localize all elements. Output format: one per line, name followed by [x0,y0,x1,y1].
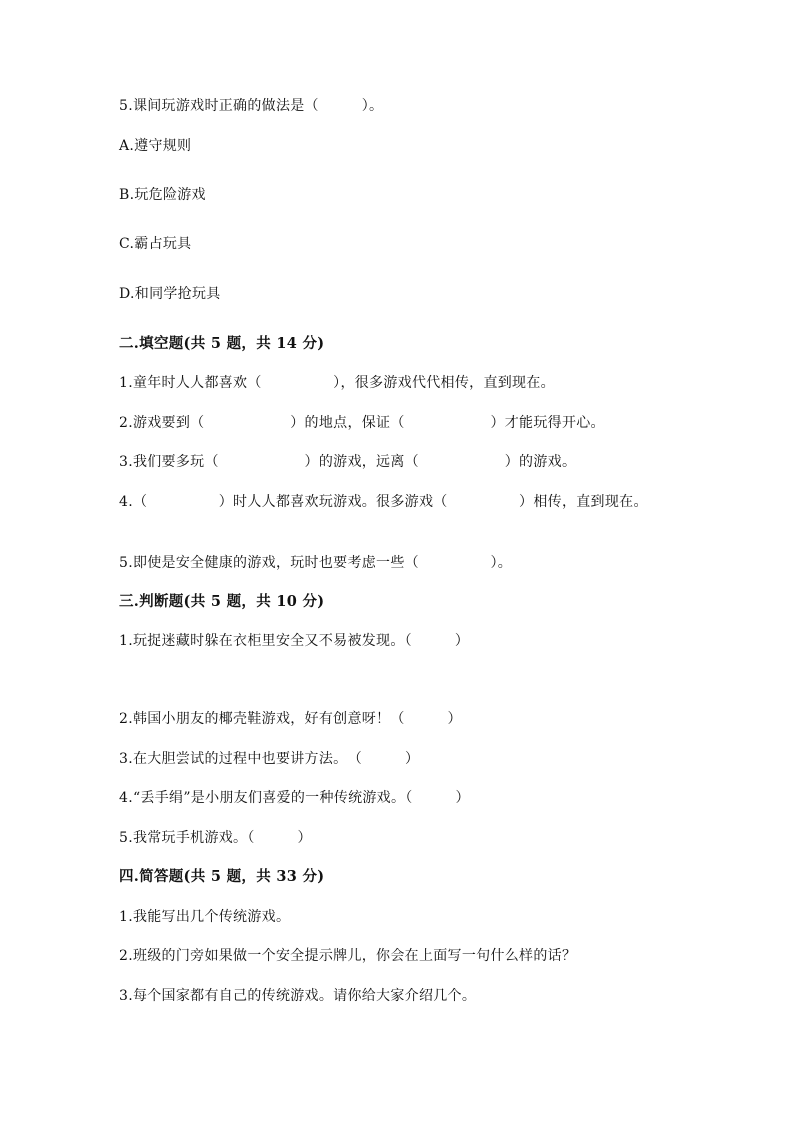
judge-question-3: 3.在大胆尝试的过程中也要讲方法。 （ ） [119,751,420,767]
option-c: C.霸占玩具 [119,236,192,252]
fill-question-2: 2.游戏要到（ ）的地点，保证（ ）才能玩得开心。 [119,415,605,431]
fill-question-5: 5.即使是安全健康的游戏，玩时也要考虑一些（ ）。 [119,555,513,571]
fill-question-3: 3.我们要多玩（ ）的游戏，远离（ ）的游戏。 [119,454,577,470]
judge-question-2: 2.韩国小朋友的椰壳鞋游戏，好有创意呀！（ ） [119,711,462,727]
judge-question-1: 1.玩捉迷藏时躲在衣柜里安全又不易被发现。（ ） [119,633,470,649]
short-question-3: 3.每个国家都有自己的传统游戏。请你给大家介绍几个。 [119,988,477,1004]
option-d: D.和同学抢玩具 [119,286,221,302]
question-mc-5: 5.课间玩游戏时正确的做法是（ ）。 [119,98,384,114]
short-question-2: 2.班级的门旁如果做一个安全提示牌儿，你会在上面写一句什么样的话？ [119,948,577,964]
option-b: B.玩危险游戏 [119,187,206,203]
judge-question-5: 5.我常玩手机游戏。（ ） [119,830,312,846]
short-question-1: 1.我能写出几个传统游戏。 [119,909,291,925]
option-a: A.遵守规则 [119,138,192,154]
section-fill-heading: 二.填空题(共 5 题，共 14 分) [119,335,325,352]
fill-question-1: 1.童年时人人都喜欢（ ），很多游戏代代相传，直到现在。 [119,375,555,391]
fill-question-4: 4.（ ）时人人都喜欢玩游戏。很多游戏（ ）相传，直到现在。 [119,494,648,510]
section-short-heading: 四.简答题(共 5 题，共 33 分) [119,868,325,885]
judge-question-4: 4.“丢手绢”是小朋友们喜爱的一种传统游戏。（ ） [119,790,470,806]
section-judge-heading: 三.判断题(共 5 题，共 10 分) [119,593,325,610]
